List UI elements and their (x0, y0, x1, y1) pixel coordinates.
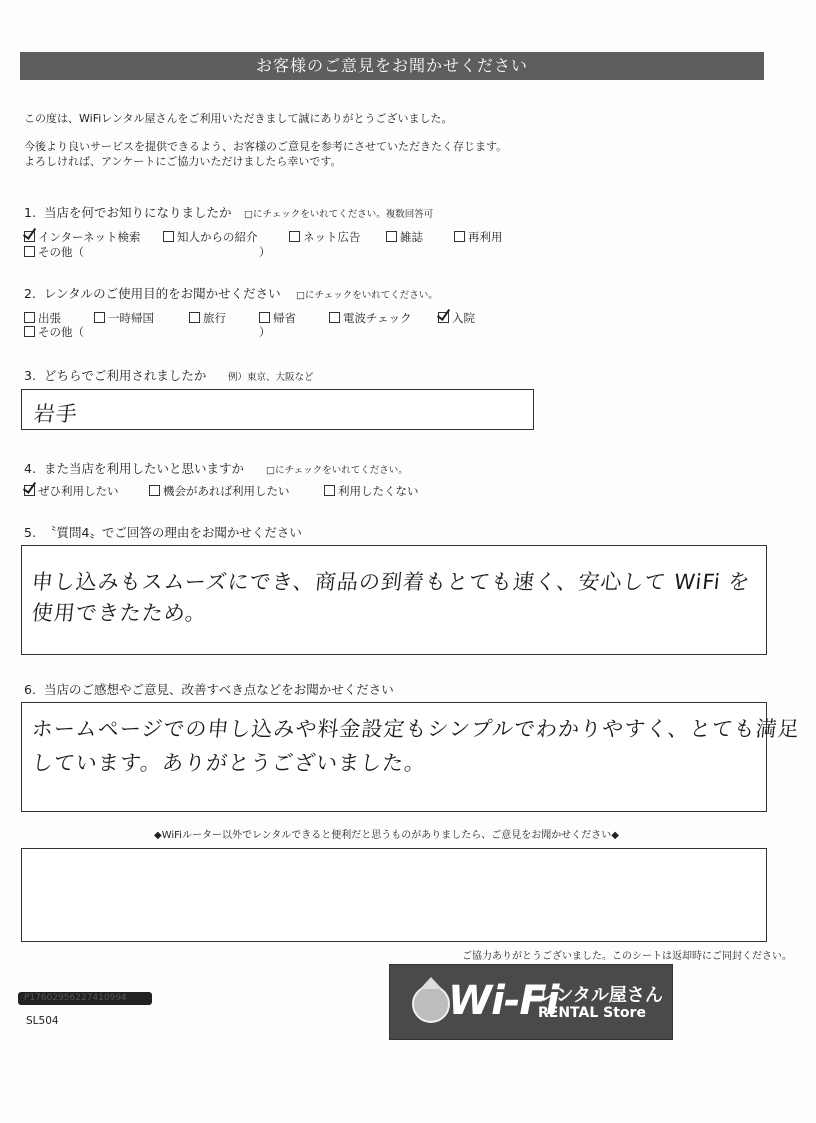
q2-option-label: 出張 (38, 311, 61, 325)
crown-mascot-icon (412, 985, 450, 1023)
q6-answer-line-2: しています。ありがとうございました。 (30, 751, 428, 775)
q3-answer-field[interactable] (21, 389, 534, 430)
q1-option-label: インターネット検索 (38, 230, 141, 244)
q4-options (24, 483, 764, 499)
q1-number: 1. (24, 205, 36, 220)
q2-checkbox[interactable] (329, 312, 340, 323)
q1-option-label: 知人からの紹介 (177, 230, 258, 244)
q1-option[interactable] (454, 229, 503, 245)
q1-option[interactable] (24, 229, 140, 245)
q7-answer-field[interactable] (21, 848, 767, 942)
q2-other-checkbox[interactable] (24, 326, 35, 337)
q6-title (24, 680, 394, 698)
q2-option-label: 入院 (452, 311, 475, 325)
q2-text: レンタルのご使用目的をお聞かせください (43, 286, 281, 301)
q4-note: □にチェックをいれてください。 (266, 465, 408, 476)
q2-title (24, 284, 281, 302)
footer-thanks: ご協力ありがとうございました。このシートは返却時にご同封ください。 (462, 951, 792, 962)
q1-option[interactable] (386, 229, 423, 245)
intro-line-3: よろしければ、アンケートにご協力いただけましたら幸いです。 (24, 155, 342, 168)
q4-option-label: 利用したくない (338, 484, 419, 498)
q4-option-label: ぜひ利用したい (38, 484, 119, 498)
q2-option[interactable] (438, 310, 475, 326)
q2-note: □にチェックをいれてください。 (296, 290, 438, 301)
q2-option-label: 電波チェック (343, 311, 412, 325)
q6-answer-field[interactable] (21, 702, 801, 812)
q1-option[interactable] (289, 229, 361, 245)
q2-other-label: その他（ (38, 325, 84, 339)
intro-line-2: 今後より良いサービスを提供できるよう、お客様のご意見を参考にさせていただきたく存じます。 (24, 140, 508, 153)
q4-text: また当店を利用したいと思いますか (43, 461, 244, 476)
q1-other[interactable] (24, 244, 324, 260)
q4-checkbox[interactable] (149, 485, 160, 496)
q2-checkbox[interactable] (259, 312, 270, 323)
q2-option-label: 旅行 (203, 311, 226, 325)
q1-option-label: 雑誌 (400, 230, 423, 244)
q1-option-label: 再利用 (468, 230, 503, 244)
q5-answer-line-1: 申し込みもスムーズにでき、商品の到着もとても速く、安心して WiFi を (30, 570, 752, 594)
q2-checkbox[interactable] (189, 312, 200, 323)
q2-checkbox-checked[interactable] (438, 312, 449, 323)
q4-checkbox-checked[interactable] (24, 485, 35, 496)
q4-checkbox[interactable] (324, 485, 335, 496)
q1-options (24, 229, 764, 245)
q1-checkbox[interactable] (163, 231, 174, 242)
q6-answer-line-1: ホームページでの申し込みや料金設定もシンプルでわかりやすく、とても満足 (30, 717, 801, 741)
q4-option-label: 機会があれば利用したい (163, 484, 290, 498)
q2-option-label: 帰省 (273, 311, 296, 325)
redacted-order-number: P17602956227410994 (18, 992, 152, 1005)
q2-number: 2. (24, 286, 36, 301)
q4-option[interactable] (24, 483, 119, 499)
page-title: お客様のご意見をお聞かせください (20, 52, 764, 80)
q1-checkbox[interactable] (386, 231, 397, 242)
logo-rental-en: RENTAL Store (538, 1005, 646, 1021)
q1-checkbox[interactable] (454, 231, 465, 242)
q3-number: 3. (24, 368, 36, 383)
q2-option[interactable] (329, 310, 412, 326)
q1-option-label: ネット広告 (303, 230, 361, 244)
logo-wifi-text: Wi-Fi (448, 978, 559, 1024)
q4-option[interactable] (149, 483, 290, 499)
q3-note: 例）東京、大阪など (228, 372, 314, 383)
q5-answer-line-2: 使用できたため。 (30, 601, 209, 625)
q1-checkbox[interactable] (289, 231, 300, 242)
q2-other[interactable] (24, 324, 324, 340)
q2-checkbox[interactable] (24, 312, 35, 323)
form-code: SL504 (26, 1015, 59, 1027)
q2-other-close: ） (259, 325, 271, 339)
q4-option[interactable] (324, 483, 419, 499)
q1-text: 当店を何でお知りになりましたか (43, 205, 232, 220)
q5-answer-field[interactable] (21, 545, 767, 655)
q4-title (24, 459, 244, 477)
q6-text: 当店のご感想やご意見、改善すべき点などをお聞かせください (43, 682, 394, 697)
q1-option[interactable] (163, 229, 258, 245)
q6-number: 6. (24, 682, 36, 697)
intro-line-1: この度は、WiFiレンタル屋さんをご利用いただきまして誠にありがとうございました。 (24, 112, 453, 125)
q1-other-label: その他（ (38, 245, 84, 259)
q1-note: □にチェックをいれてください。複数回答可 (244, 209, 434, 220)
q1-title (24, 203, 231, 221)
q5-text: 〝質問4〟でご回答の理由をお聞かせください (43, 525, 302, 540)
wifi-rental-logo (389, 964, 673, 1040)
q3-title (24, 366, 206, 384)
q3-answer-text: 岩手 (32, 402, 80, 426)
q1-other-checkbox[interactable] (24, 246, 35, 257)
q5-title (24, 523, 302, 541)
logo-rental-jp: レンタル屋さん (538, 985, 663, 1006)
q5-number: 5. (24, 525, 36, 540)
q2-checkbox[interactable] (94, 312, 105, 323)
q7-title: ◆WiFiルーター以外でレンタルできると便利だと思うものがありましたら、ご意見をお聞かせください◆ (154, 830, 619, 841)
q1-checkbox-checked[interactable] (24, 231, 35, 242)
q2-option-label: 一時帰国 (108, 311, 154, 325)
q3-text: どちらでご利用されましたか (43, 368, 207, 383)
q4-number: 4. (24, 461, 36, 476)
q1-other-close: ） (259, 245, 271, 259)
